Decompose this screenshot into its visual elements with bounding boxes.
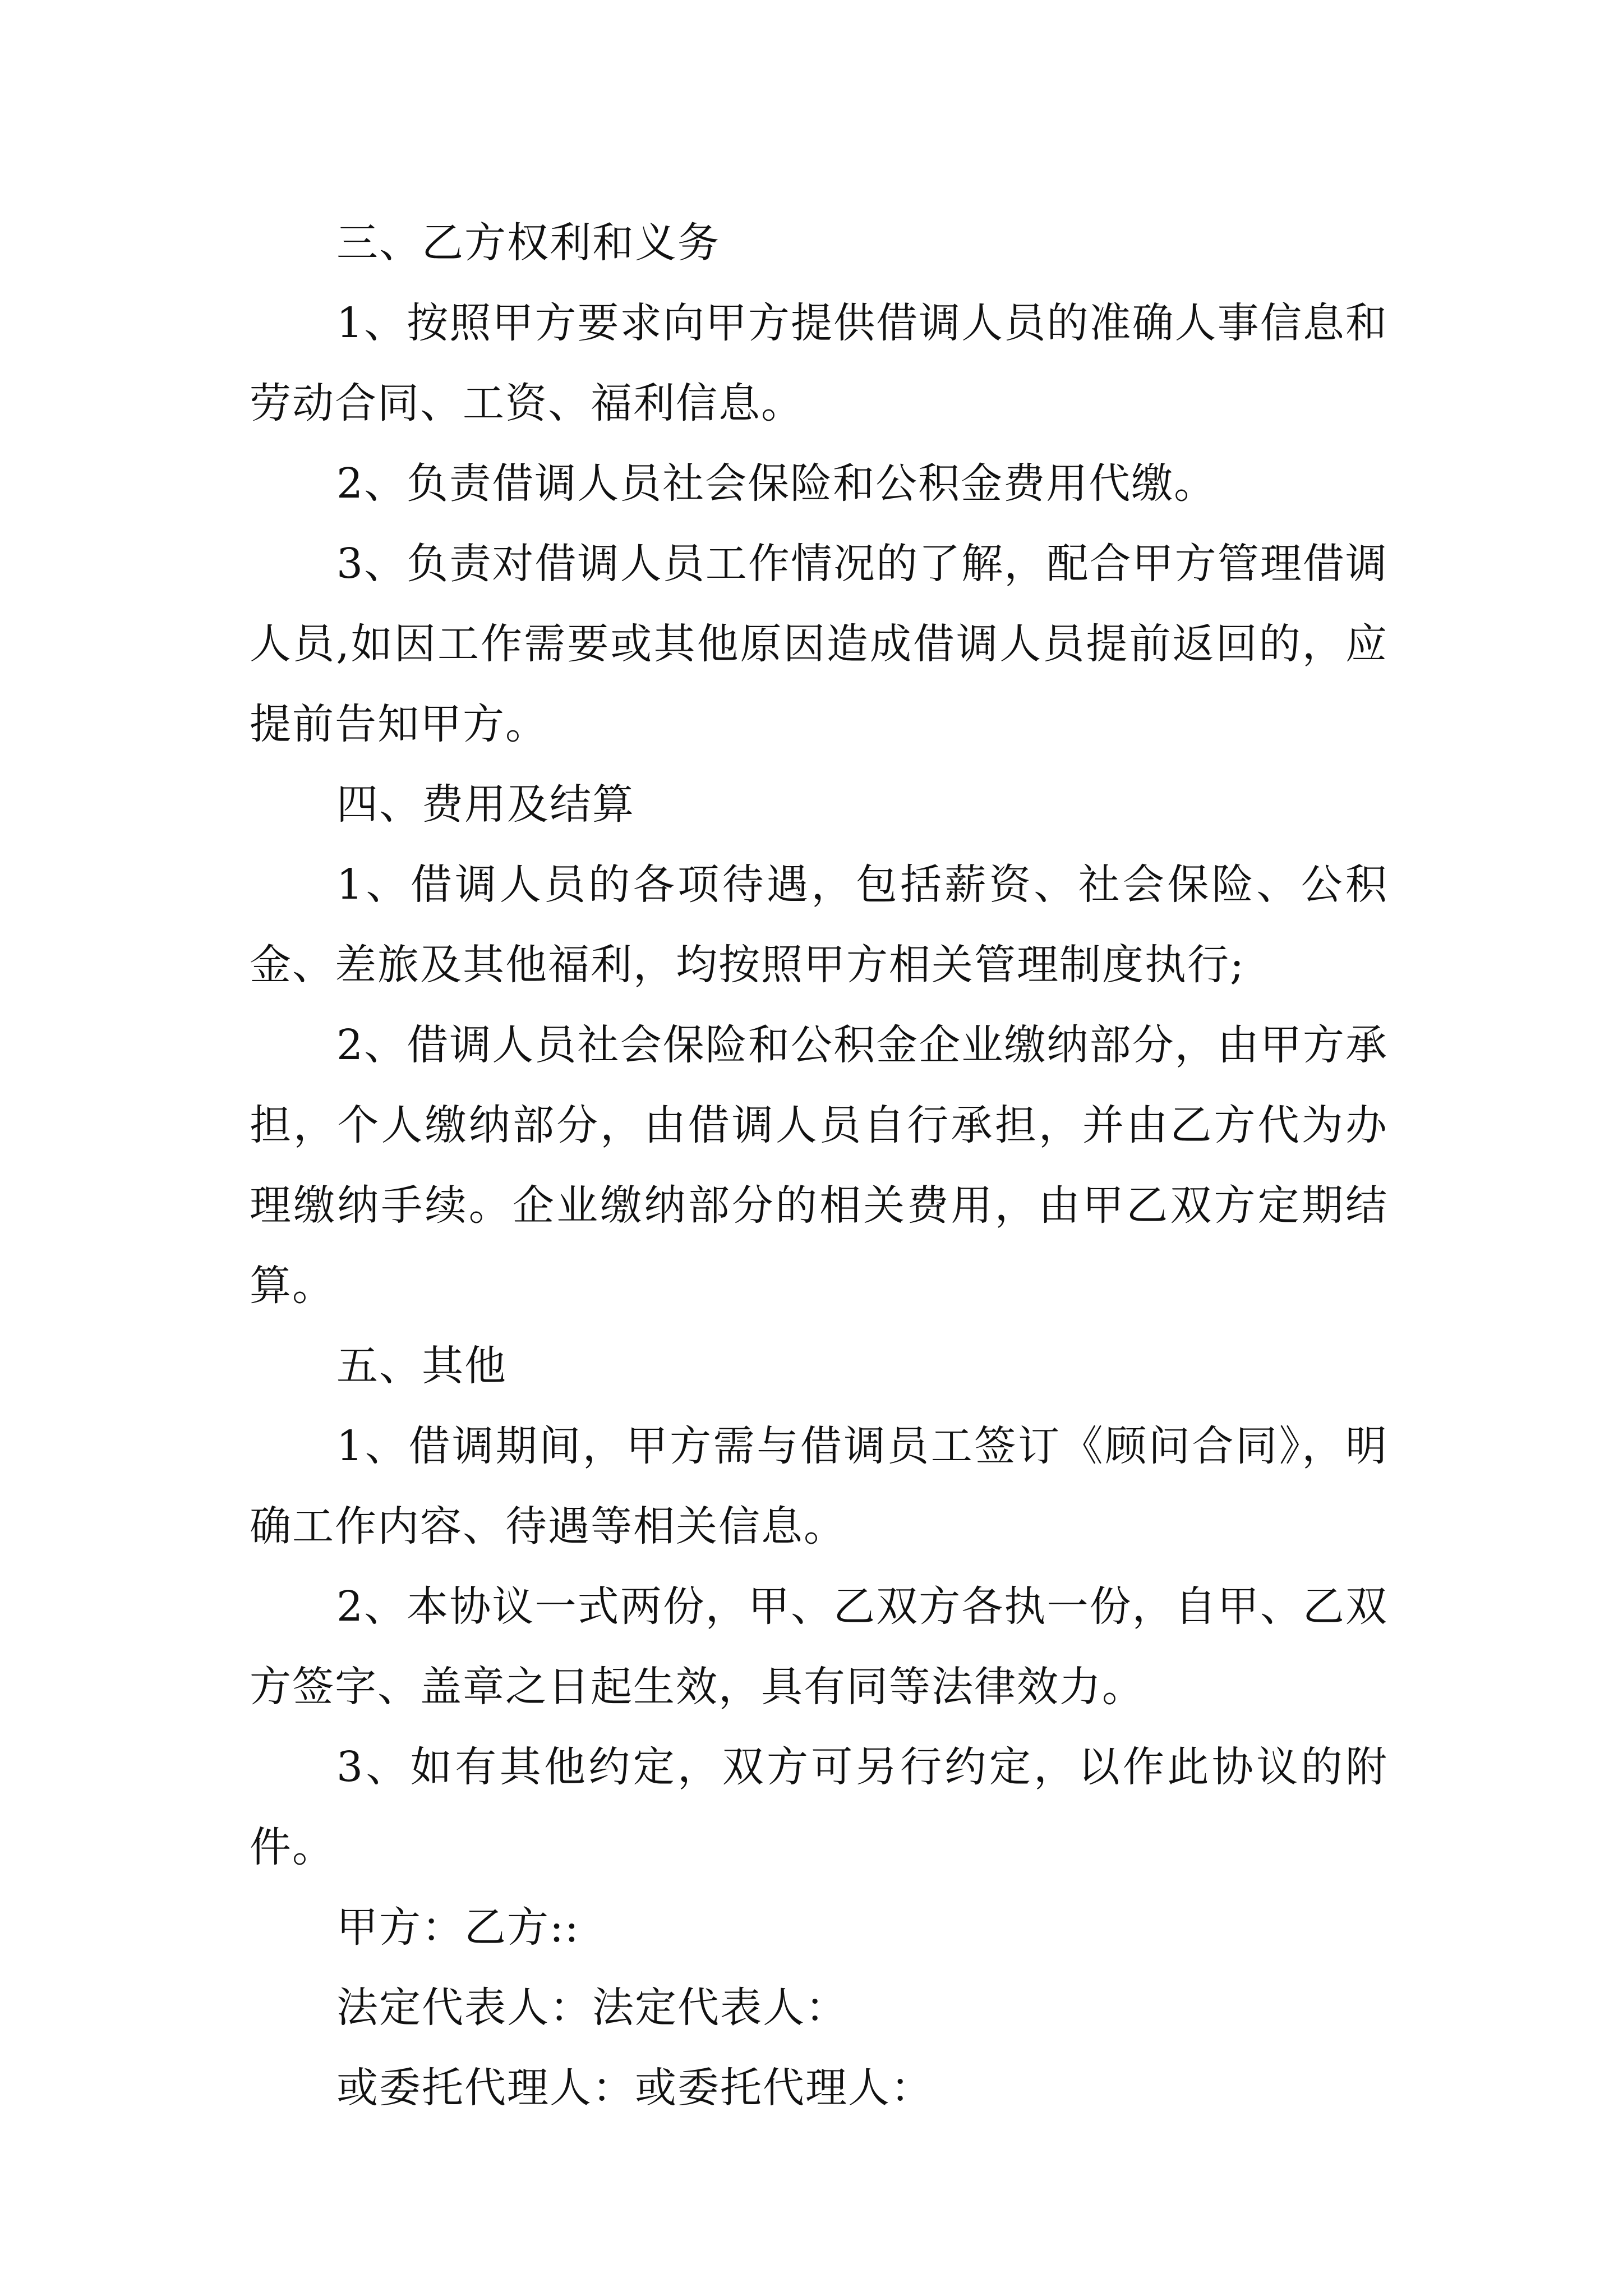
document-body (250, 203, 1388, 2128)
signature-legal-rep-line: 法定代表人：法定代表人： (336, 1984, 848, 2032)
signature-party-line: 甲方：乙方:: (336, 1903, 580, 1952)
section-heading-fees-settlement: 四、费用及结算 (336, 780, 635, 829)
section-heading-other: 五、其他 (336, 1342, 507, 1390)
clause-paragraph: 1、借调期间，甲方需与借调员工签订《顾问合同》，明确工作内容、待遇等相关信息。 (250, 1422, 1388, 1550)
section-heading-party-b-rights: 三、乙方权利和义务 (336, 219, 720, 267)
clause-paragraph: 2、借调人员社会保险和公积金企业缴纳部分，由甲方承担，个人缴纳部分，由借调人员自行承担，并由乙方代为办理缴纳手续。企业缴纳部分的相关费用，由甲乙双方定期结算。 (250, 1021, 1388, 1310)
clause-paragraph: 2、本协议一式两份，甲、乙双方各执一份，自甲、乙双方签字、盖章之日起生效，具有同等法律效力。 (250, 1582, 1388, 1711)
clause-paragraph: 3、负责对借调人员工作情况的了解，配合甲方管理借调人员,如因工作需要或其他原因造成借调人员提前返回的，应提前告知甲方。 (250, 540, 1388, 748)
clause-paragraph: 2、负责借调人员社会保险和公积金费用代缴。 (336, 459, 1217, 508)
clause-paragraph: 3、如有其他约定，双方可另行约定，以作此协议的附件。 (250, 1743, 1388, 1871)
signature-agent-line: 或委托代理人：或委托代理人： (336, 2064, 933, 2112)
clause-paragraph: 1、按照甲方要求向甲方提供借调人员的准确人事信息和劳动合同、工资、福利信息。 (250, 299, 1388, 427)
clause-paragraph: 1、借调人员的各项待遇，包括薪资、社会保险、公积金、差旅及其他福利，均按照甲方相关管理制度执行; (250, 861, 1388, 989)
